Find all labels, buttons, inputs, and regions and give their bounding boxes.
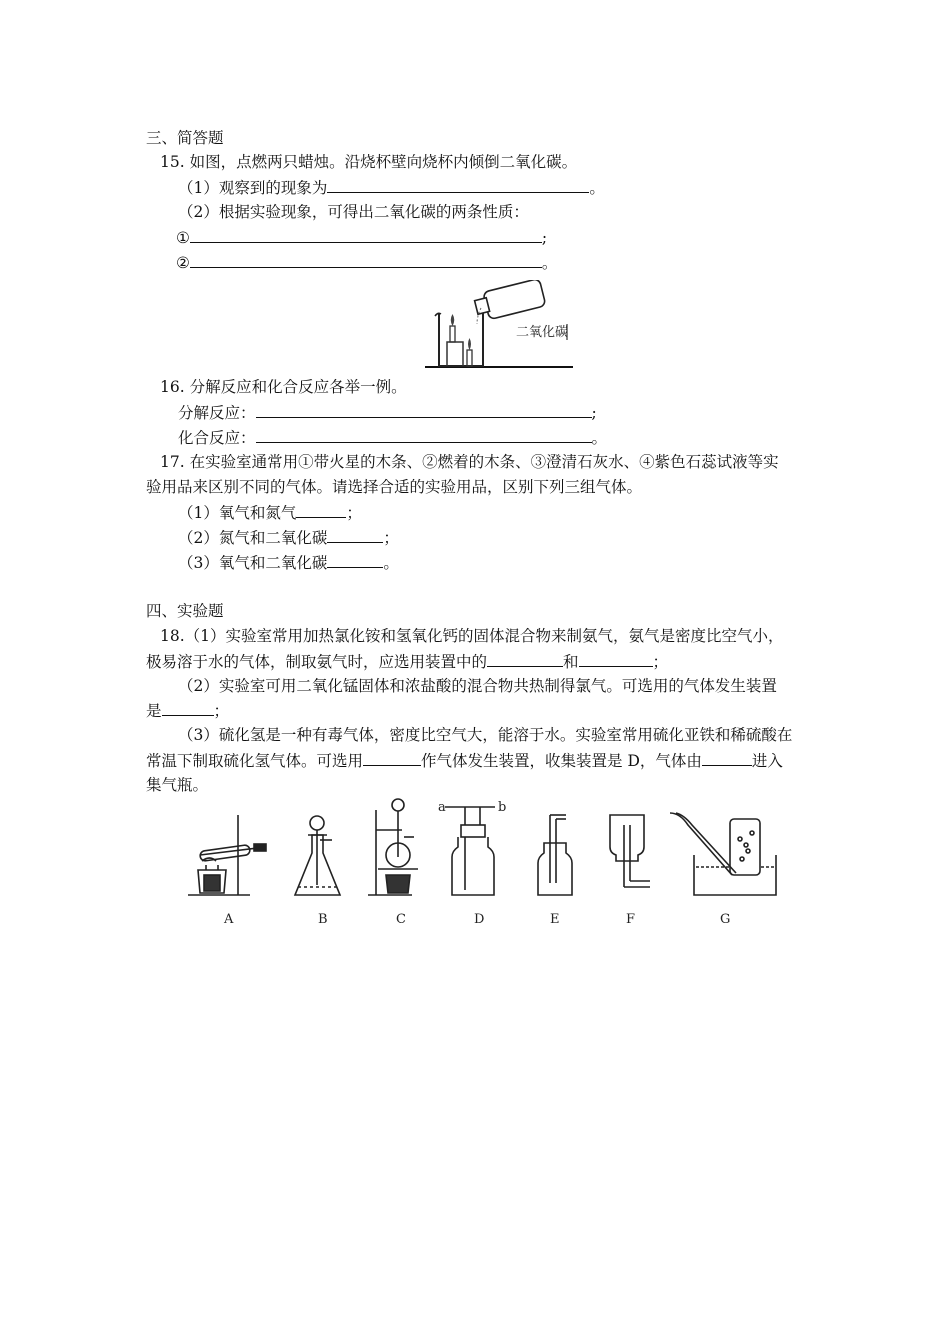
q18-blank-4[interactable] — [363, 750, 421, 766]
q18-blank-5[interactable] — [702, 750, 752, 766]
decomposition-label: 分解反应： — [178, 404, 256, 422]
apparatus-label-f: F — [626, 912, 636, 927]
punct: ； — [346, 504, 362, 522]
punct: 。 — [541, 254, 558, 272]
apparatus-label-g: G — [720, 912, 731, 927]
apparatus-b — [295, 816, 340, 895]
q18-line1: 18.（1）实验室常用加热氯化铵和氢氧化钙的固体混合物来制氨气，氨气是密度比空气小， — [160, 627, 784, 645]
co2-candle-figure — [425, 280, 575, 372]
q18-line4-text: 是 — [146, 702, 162, 720]
punct: 。 — [383, 554, 399, 572]
apparatus-label-c: C — [396, 912, 406, 927]
q15-part1 — [178, 177, 605, 198]
q15-answer-blank-3[interactable] — [190, 252, 542, 268]
apparatus-e — [538, 815, 572, 895]
punct: ； — [213, 702, 230, 720]
q18-blank-2[interactable] — [579, 651, 653, 667]
punct: 。 — [589, 179, 605, 197]
q18-line7: 集气瓶。 — [146, 776, 209, 794]
section4-heading: 四、实验题 — [146, 602, 224, 620]
apparatus-f — [610, 815, 650, 887]
co2-label: 二氧化碳 — [516, 325, 569, 340]
punct: ； — [652, 653, 669, 671]
q16-comb — [178, 427, 607, 448]
q18-line6-text: 常温下制取硫化氢气体。可选用 — [146, 752, 364, 770]
apparatus-d — [438, 800, 506, 895]
tube-label-a: a — [438, 800, 446, 815]
q17-blank-2[interactable] — [327, 527, 383, 543]
apparatus-label-e: E — [550, 912, 560, 927]
q16-decomp — [178, 402, 597, 423]
combination-label: 化合反应： — [178, 429, 256, 447]
q17-part1 — [178, 502, 362, 523]
q16-stem: 16. 分解反应和化合反应各举一例。 — [160, 378, 407, 396]
q15-item2 — [176, 252, 557, 273]
q15-part1-text: （1）观察到的现象为 — [178, 179, 328, 197]
punct: ; — [591, 404, 597, 422]
q18-line2 — [146, 651, 668, 672]
tube-label-b: b — [498, 800, 507, 815]
q17-blank-1[interactable] — [296, 502, 346, 518]
circled-number-2: ② — [176, 254, 190, 272]
apparatus-g — [670, 813, 776, 895]
punct: 。 — [591, 429, 608, 447]
q18-line6-mid: 作气体发生装置，收集装置是 D，气体由 — [421, 752, 702, 770]
q17-blank-3[interactable] — [327, 552, 383, 568]
q15-item1 — [176, 227, 547, 248]
q18-and: 和 — [563, 653, 579, 671]
q17-part3 — [178, 552, 399, 573]
q17-stem-line1: 17. 在实验室通常用①带火星的木条、②燃着的木条、③澄清石灰水、④紫色石蕊试液等实 — [160, 453, 779, 471]
q18-blank-1[interactable] — [487, 651, 563, 667]
q18-line5: （3）硫化氢是一种有毒气体，密度比空气大，能溶于水。实验室常用硫化亚铁和稀硫酸在 — [178, 726, 793, 744]
q16-decomp-blank[interactable] — [256, 402, 592, 418]
apparatus-c — [368, 799, 418, 895]
apparatus-label-a: A — [224, 912, 234, 927]
q18-blank-3[interactable] — [162, 700, 214, 716]
q15-stem: 15. 如图，点燃两只蜡烛。沿烧杯壁向烧杯内倾倒二氧化碳。 — [160, 153, 578, 171]
section3-heading: 三、简答题 — [146, 129, 224, 147]
q17-part3-text: （3）氧气和二氧化碳 — [178, 554, 328, 572]
punct: ; — [541, 229, 548, 247]
q15-part2: （2）根据实验现象，可得出二氧化碳的两条性质： — [178, 203, 529, 221]
q18-line3: （2）实验室可用二氧化锰固体和浓盐酸的混合物共热制得氯气。可选用的气体发生装置 — [178, 677, 777, 695]
q18-line4 — [146, 700, 229, 721]
apparatus-labels — [223, 912, 730, 927]
apparatus-label-d: D — [474, 912, 485, 927]
apparatus-a — [188, 815, 266, 895]
punct: ； — [383, 529, 399, 547]
q16-comb-blank[interactable] — [256, 427, 592, 443]
q15-answer-blank-2[interactable] — [190, 227, 542, 243]
q18-line6-end: 进入 — [751, 752, 783, 770]
apparatus-figure — [180, 795, 780, 930]
q17-part2-text: （2）氮气和二氧化碳 — [178, 529, 328, 547]
apparatus-label-b: B — [318, 912, 328, 927]
q17-part2 — [178, 527, 399, 548]
q18-line2-text: 极易溶于水的气体，制取氨气时，应选用装置中的 — [146, 653, 488, 671]
q18-line6 — [146, 750, 783, 771]
circled-number-1: ① — [176, 229, 190, 247]
q17-stem-line2: 验用品来区别不同的气体。请选择合适的实验用品，区别下列三组气体。 — [146, 478, 643, 496]
q15-answer-blank-1[interactable] — [327, 177, 589, 193]
q17-part1-text: （1）氧气和氮气 — [178, 504, 297, 522]
